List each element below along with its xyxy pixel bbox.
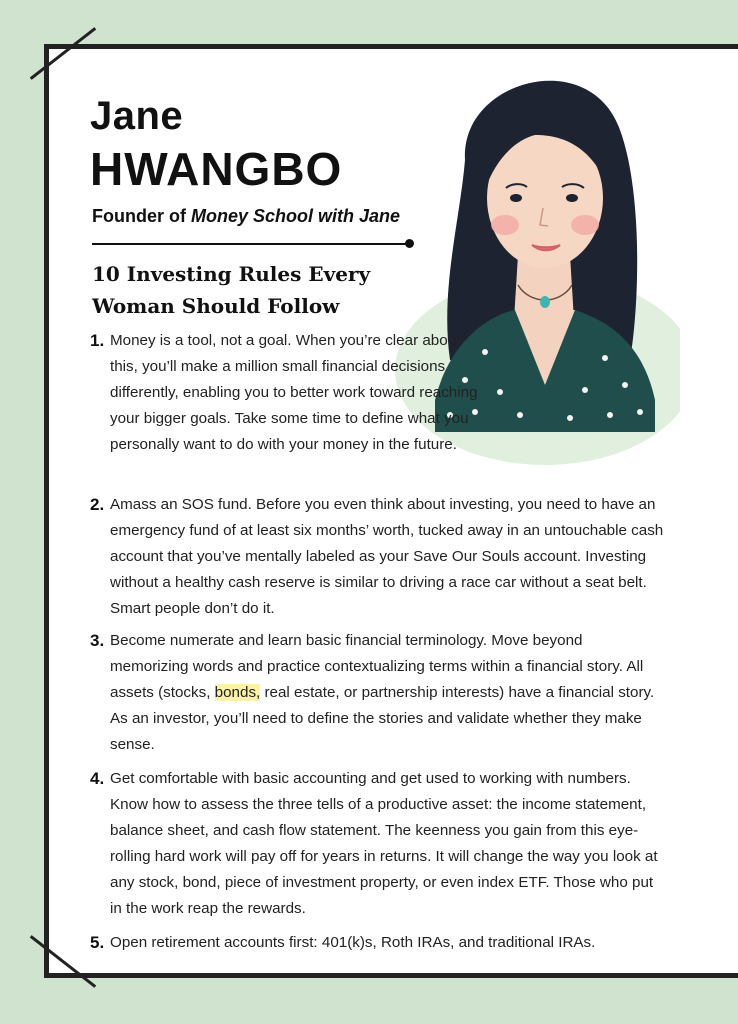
rule-item-2: [90, 492, 670, 622]
rule-item-5: [90, 930, 690, 956]
rule-number: 4.: [90, 769, 105, 788]
divider-line: [92, 243, 410, 245]
founder-org: Money School with Jane: [190, 206, 401, 226]
rule-number: 5.: [90, 933, 105, 952]
rule-item-3: [90, 628, 664, 758]
highlighted-term: bonds,: [214, 684, 261, 701]
rule-number: 3.: [90, 631, 105, 650]
eye-left: [510, 194, 522, 202]
rule-text: Money is a tool, not a goal. When you’re clear about this, you’ll make a million small financial decisions differently, enabling you to better work toward reaching your bigger goals. Take some time to define what you personally want to do with your money in the future.: [110, 332, 478, 453]
divider-dot: [405, 239, 414, 248]
first-name: Jane: [90, 94, 184, 138]
cheek-left: [491, 215, 519, 235]
rule-text: Amass an SOS fund. Before you even think about investing, you need to have an emergency fund of at least six months’ worth, tucked away in an untouchable cash account that you’ve mentally labeled as your Save Our Souls account. Investing without a healthy cash reserve is similar to driving a race car without a seat belt. Smart people don’t do it.: [110, 496, 664, 617]
section-title-line-2: Woman Should Follow: [92, 294, 340, 318]
rule-text-before: Become numerate and learn basic financial terminology. Move beyond memorizing words and practice contextualizing terms within a financial story. All assets (stocks,: [110, 632, 644, 701]
founder-prefix: Founder of: [92, 206, 191, 226]
rule-item-1: [90, 328, 482, 458]
section-title: [92, 258, 432, 322]
necklace-pendant: [540, 296, 550, 308]
rule-number: 2.: [90, 495, 105, 514]
rule-text-after: real estate, or partnership interests) have a financial story. As an investor, you’ll need to define the stories and validate whether they make sense.: [110, 684, 655, 753]
section-title-line-1: 10 Investing Rules Every: [92, 262, 371, 286]
cheek-right: [571, 215, 599, 235]
rule-number: 1.: [90, 331, 105, 350]
last-name: HWANGBO: [90, 143, 343, 195]
eye-right: [566, 194, 578, 202]
rule-text: Open retirement accounts first: 401(k)s, Roth IRAs, and traditional IRAs.: [110, 934, 596, 951]
rule-item-4: [90, 766, 662, 922]
founder-line: [92, 206, 400, 227]
rule-text: [90, 628, 664, 758]
rule-text: Get comfortable with basic accounting and get used to working with numbers. Know how to assess the three tells of a productive asset: the income statement, balance sheet, and cash flow statement. The keenness you gain from this eye-rolling hard work will pay off for years in returns. It will change the way you look at any stock, bond, piece of investment property, or even index ETF. Those who put in the work reap the rewards.: [110, 770, 658, 917]
